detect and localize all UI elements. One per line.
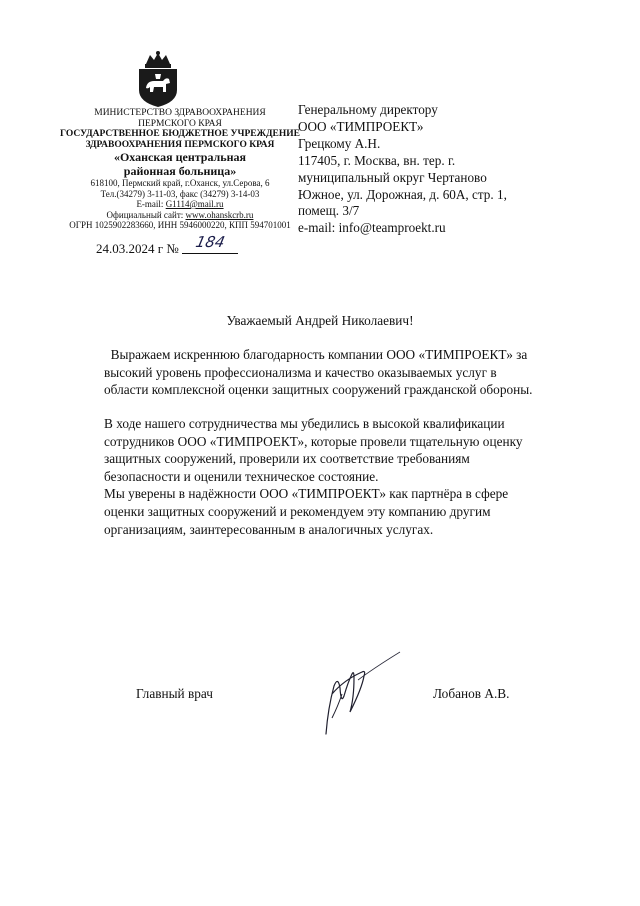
date-number-line <box>96 233 238 256</box>
paragraph-1-line: высокий уровень профессионализма и качество оказываемых услуг в <box>104 364 497 380</box>
hospital-name-line-1: «Оханская центральная <box>113 150 247 164</box>
coat-of-arms-icon <box>133 50 183 108</box>
sender-address: 618100, Пермский край, г.Оханск, ул.Серова, 6 <box>90 178 270 188</box>
recipient-line-3: Грецкому А.Н. <box>298 135 381 151</box>
recipient-line-8: e-mail: info@teamproekt.ru <box>298 220 446 236</box>
paragraph-2-line: В ходе нашего сотрудничества мы убедились в высокой квалификации <box>104 416 505 431</box>
paragraph-2-line: организациям, заинтересованным в аналогичных услугах. <box>104 521 434 537</box>
paragraph-1 <box>104 346 604 399</box>
letter-number-handwritten: 184 <box>194 233 227 251</box>
paragraph-2-line: защитных сооружений, проверили их соответствие требованиям <box>104 451 470 467</box>
organization-line-1: ГОСУДАРСТВЕННОЕ БЮДЖЕТНОЕ УЧРЕЖДЕНИЕ <box>60 129 300 139</box>
recipient-line-4: 117405, г. Москва, вн. тер. г. <box>298 152 456 168</box>
recipient-line-1: Генеральному директору <box>298 102 438 117</box>
signatory-name: Лобанов А.В. <box>433 686 510 701</box>
recipient-line-7: помещ. 3/7 <box>298 203 360 219</box>
hospital-name-line-2: районная больница» <box>123 164 237 178</box>
paragraph-2-line: оценки защитных сооружений и рекомендуем эту компанию другим <box>104 503 491 519</box>
email-label: E-mail: <box>136 199 166 209</box>
handwritten-signature <box>314 648 406 740</box>
greeting: Уважаемый Андрей Николаевич! <box>226 313 414 328</box>
sender-phones: Тел.(34279) 3-11-03, факс (34279) 3-14-03 <box>100 188 260 199</box>
sender-registry: ОГРН 1025902283660, ИНН 5946000220, КПП 594701001 <box>69 220 291 230</box>
letter-number-field <box>182 233 238 254</box>
ministry-name: МИНИСТЕРСТВО ЗДРАВООХРАНЕНИЯ <box>94 108 266 118</box>
recipient-line-5: муниципальный округ Чертаново <box>298 169 487 185</box>
sender-email-link[interactable]: G1114@mail.ru <box>165 199 224 209</box>
paragraph-2-line: сотрудников ООО «ТИМПРОЕКТ», которые провели тщательную оценку <box>104 433 523 449</box>
letter-date: 24.03.2024 г № <box>96 241 179 256</box>
region-name: ПЕРМСКОГО КРАЯ <box>138 118 222 129</box>
paragraph-2-line: Мы уверены в надёжности ООО «ТИМПРОЕКТ» как партнёра в сфере <box>104 486 509 502</box>
recipient-block <box>298 102 618 237</box>
organization-line-2: ЗДРАВООХРАНЕНИЯ ПЕРМСКОГО КРАЯ <box>85 139 275 150</box>
sender-site-line <box>30 210 330 221</box>
paragraph-2-line: безопасности и оценили техническое состояние. <box>104 468 379 484</box>
paragraph-1-line: области комплексной оценки защитных сооружений гражданской обороны. <box>104 382 533 398</box>
sender-block <box>30 108 330 231</box>
sender-site-link[interactable]: www.ohanskcrb.ru <box>185 209 254 220</box>
sender-email-line <box>30 199 330 210</box>
paragraph-2 <box>104 415 604 538</box>
site-label: Официальный сайт: <box>106 209 186 220</box>
recipient-line-6: Южное, ул. Дорожная, д. 60А, стр. 1, <box>298 186 507 202</box>
recipient-line-2: ООО «ТИМПРОЕКТ» <box>298 118 424 134</box>
paragraph-1-line: Выражаем искреннюю благодарность компании ООО «ТИМПРОЕКТ» за <box>104 347 528 362</box>
signatory-position: Главный врач <box>136 686 213 701</box>
